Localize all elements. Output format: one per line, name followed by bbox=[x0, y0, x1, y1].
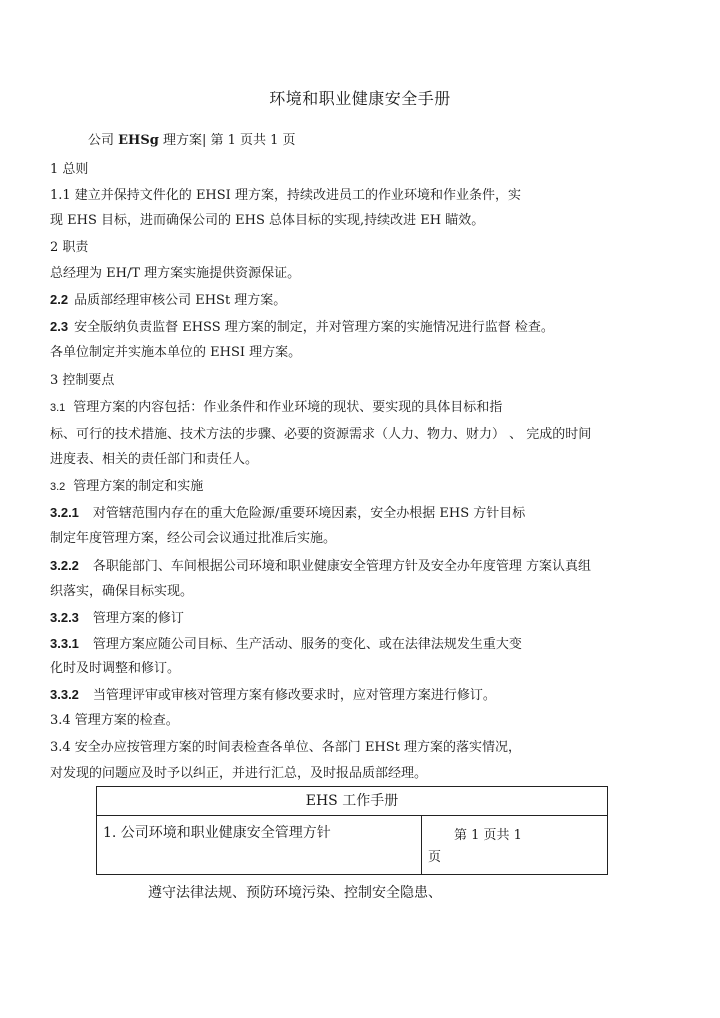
num-3-2-2: 3.2.2 bbox=[50, 558, 79, 573]
paragraph-3-2-1b: 制定年度管理方案，经公司会议通过批准后实施。 bbox=[50, 531, 337, 546]
text-2-2: 品质部经理审核公司 EHSt 理方案。 bbox=[74, 293, 287, 308]
num-3-2-1: 3.2.1 bbox=[50, 505, 79, 520]
table-page-cell bbox=[422, 816, 608, 875]
num-3-3-2: 3.3.2 bbox=[50, 687, 79, 702]
section-1-heading: 1 总则 bbox=[50, 162, 89, 177]
paragraph-3-2-2b: 织落实，确保目标实现。 bbox=[50, 584, 194, 599]
paragraph-1-1a: 1.1 建立并保持文件化的 EHSI 理方案，持续改进员工的作业环境和作业条件，实 bbox=[50, 188, 521, 203]
text-3-1a: 管理方案的内容包括：作业条件和作业环境的现状、要实现的具体目标和指 bbox=[73, 400, 503, 415]
paragraph-3-1c: 进度表、相关的责任部门和责任人。 bbox=[50, 452, 259, 467]
policy-text: 遵守法律法规、预防环境污染、控制安全隐患、 bbox=[148, 885, 442, 901]
text-3-2-3: 管理方案的修订 bbox=[92, 611, 184, 626]
paragraph-2-4: 各单位制定并实施本单位的 EHSI 理方案。 bbox=[50, 345, 302, 360]
paragraph-2-3 bbox=[50, 318, 554, 337]
header-bold: EHSg bbox=[118, 133, 159, 148]
num-3-2: 3.2 bbox=[50, 481, 66, 493]
table-section-title: 1. 公司环境和职业健康安全管理方针 bbox=[97, 816, 422, 875]
table-title: EHS 工作手册 bbox=[97, 787, 608, 816]
header-suffix: 理方案| 第 1 页共 1 页 bbox=[158, 133, 296, 148]
document-title: 环境和职业健康安全手册 bbox=[269, 89, 451, 108]
page-header bbox=[88, 132, 296, 150]
paragraph-3-2-3 bbox=[50, 609, 184, 628]
paragraph-3-4a: 3.4 管理方案的检查。 bbox=[50, 713, 179, 728]
header-prefix: 公司 bbox=[88, 133, 119, 148]
paragraph-3-1b: 标、可行的技术措施、技术方法的步骤、必要的资源需求（人力、物力、财力） 、 完成的时间 bbox=[50, 427, 592, 442]
num-3-2-3: 3.2.3 bbox=[50, 610, 79, 625]
paragraph-1-1b: 现 EHS 目标，进而确保公司的 EHS 总体目标的实现,持续改进 EH 瞄效。 bbox=[50, 213, 485, 228]
paragraph-3-2 bbox=[50, 478, 203, 496]
text-2-3: 安全版纳负责监督 EHSS 理方案的制定，并对管理方案的实施情况进行监督 检查。 bbox=[74, 320, 554, 335]
num-3-3-1: 3.3.1 bbox=[50, 636, 79, 651]
text-3-2: 管理方案的制定和实施 bbox=[73, 479, 204, 494]
num-3-1: 3.1 bbox=[50, 402, 66, 414]
text-3-3-1a: 管理方案应随公司目标、生产活动、服务的变化、或在法律法规发生重大变 bbox=[92, 637, 522, 652]
text-3-2-1a: 对管辖范围内存在的重大危险源/重要环境因素，安全办根据 EHS 方针目标 bbox=[92, 506, 526, 521]
paragraph-3-4b: 3.4 安全办应按管理方案的时间表检查各单位、各部门 EHSt 理方案的落实情况， bbox=[50, 740, 522, 755]
section-2-heading: 2 职责 bbox=[50, 240, 89, 255]
manual-header-table bbox=[96, 786, 608, 875]
paragraph-3-4c: 对发现的问题应及时予以纠正，并进行汇总，及时报品质部经理。 bbox=[50, 766, 428, 781]
paragraph-3-3-2 bbox=[50, 686, 496, 705]
paragraph-3-1a bbox=[50, 399, 502, 417]
text-3-2-2a: 各职能部门、车间根据公司环境和职业健康安全管理方针及安全办年度管理 方案认真组 bbox=[92, 559, 592, 574]
paragraph-2-2 bbox=[50, 291, 286, 310]
paragraph-3-2-2a bbox=[50, 557, 591, 576]
paragraph-2-1: 总经理为 EH/T 理方案实施提供资源保证。 bbox=[50, 266, 301, 281]
table-page-unit: 页 bbox=[428, 850, 442, 865]
paragraph-3-3-1a bbox=[50, 635, 522, 654]
section-3-heading: 3 控制要点 bbox=[50, 373, 115, 388]
table-page-text: 第 1 页共 1 bbox=[454, 828, 522, 843]
paragraph-3-3-1b: 化时及时调整和修订。 bbox=[50, 661, 181, 676]
text-3-3-2: 当管理评审或审核对管理方案有修改要求时，应对管理方案进行修订。 bbox=[92, 688, 496, 703]
num-2-3: 2.3 bbox=[50, 319, 69, 334]
paragraph-3-2-1a bbox=[50, 504, 525, 523]
num-2-2: 2.2 bbox=[50, 292, 69, 307]
